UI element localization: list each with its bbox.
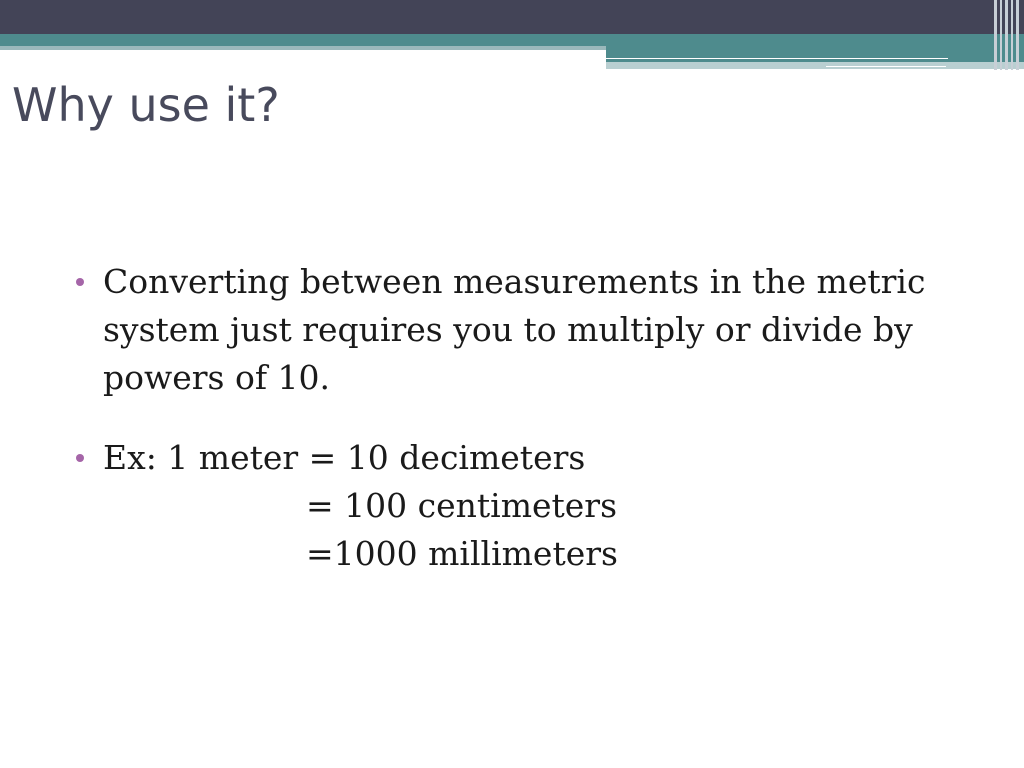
header-accent-pale xyxy=(606,62,1024,69)
bullet-line: =1000 millimeters xyxy=(306,534,618,573)
bullet-item xyxy=(76,434,976,578)
header-rule-2 xyxy=(826,66,946,67)
header-stripes xyxy=(992,0,1024,70)
bullet-line: Ex: 1 meter = 10 decimeters xyxy=(103,438,586,477)
bullet-item xyxy=(76,258,976,402)
header-bar-dark xyxy=(0,0,1024,34)
header-bar-teal xyxy=(0,34,1024,46)
bullet-list xyxy=(76,258,976,610)
bullet-line: powers of 10. xyxy=(103,358,331,397)
bullet-dot-icon xyxy=(76,278,84,286)
slide-title: Why use it? xyxy=(12,78,280,132)
bullet-line: system just requires you to multiply or divide by xyxy=(103,310,913,349)
header-accent-right xyxy=(606,46,1024,62)
bullet-line: = 100 centimeters xyxy=(306,486,618,525)
bullet-dot-icon xyxy=(76,454,84,462)
header-accent-left xyxy=(0,46,606,50)
bullet-line: Converting between measurements in the metric xyxy=(103,262,926,301)
header-rule-1 xyxy=(606,58,948,59)
